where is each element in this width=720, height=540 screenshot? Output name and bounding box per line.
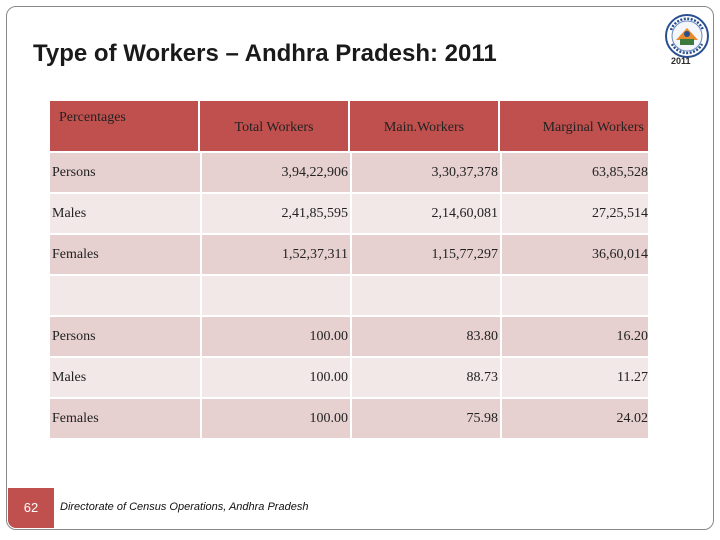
logo-year: 2011 [671,56,691,66]
main-workers-cell: 75.98 [350,397,500,438]
row-label: Males [50,356,200,397]
main-workers-cell: 88.73 [350,356,500,397]
main-workers-cell: 1,15,77,297 [350,233,500,274]
total-workers-cell: 1,52,37,311 [200,233,350,274]
row-label [50,274,200,315]
table-row [50,233,648,274]
table-row [50,315,648,356]
row-label: Females [50,397,200,438]
main-workers-cell: 3,30,37,378 [350,151,500,192]
workers-table [50,101,648,438]
table-header-row [50,101,648,151]
marginal-workers-cell: 16.20 [500,315,648,356]
row-label: Persons [50,151,200,192]
marginal-workers-cell: 27,25,514 [500,192,648,233]
main-workers-cell: 2,14,60,081 [350,192,500,233]
table-row [50,397,648,438]
marginal-workers-cell: 36,60,014 [500,233,648,274]
total-workers-cell: 100.00 [200,315,350,356]
table-row-separator [50,274,648,315]
table-row [50,356,648,397]
header-percentages: Percentages [50,101,200,151]
total-workers-cell: 100.00 [200,397,350,438]
total-workers-cell: 3,94,22,906 [200,151,350,192]
marginal-workers-cell: 24.02 [500,397,648,438]
header-marginal-workers: Marginal Workers [500,101,648,151]
main-workers-cell: 83.80 [350,315,500,356]
header-total-workers: Total Workers [200,101,350,151]
total-workers-cell [200,274,350,315]
row-label: Males [50,192,200,233]
row-label: Females [50,233,200,274]
table-row [50,151,648,192]
header-main-workers: Main.Workers [350,101,500,151]
table-row [50,192,648,233]
row-label: Persons [50,315,200,356]
main-workers-cell [350,274,500,315]
page-number: 62 [8,488,54,528]
footer-text: Directorate of Census Operations, Andhra Pradesh [60,501,309,513]
marginal-workers-cell: 11.27 [500,356,648,397]
total-workers-cell: 2,41,85,595 [200,192,350,233]
slide-title: Type of Workers – Andhra Pradesh: 2011 [33,40,497,67]
marginal-workers-cell [500,274,648,315]
total-workers-cell: 100.00 [200,356,350,397]
marginal-workers-cell: 63,85,528 [500,151,648,192]
